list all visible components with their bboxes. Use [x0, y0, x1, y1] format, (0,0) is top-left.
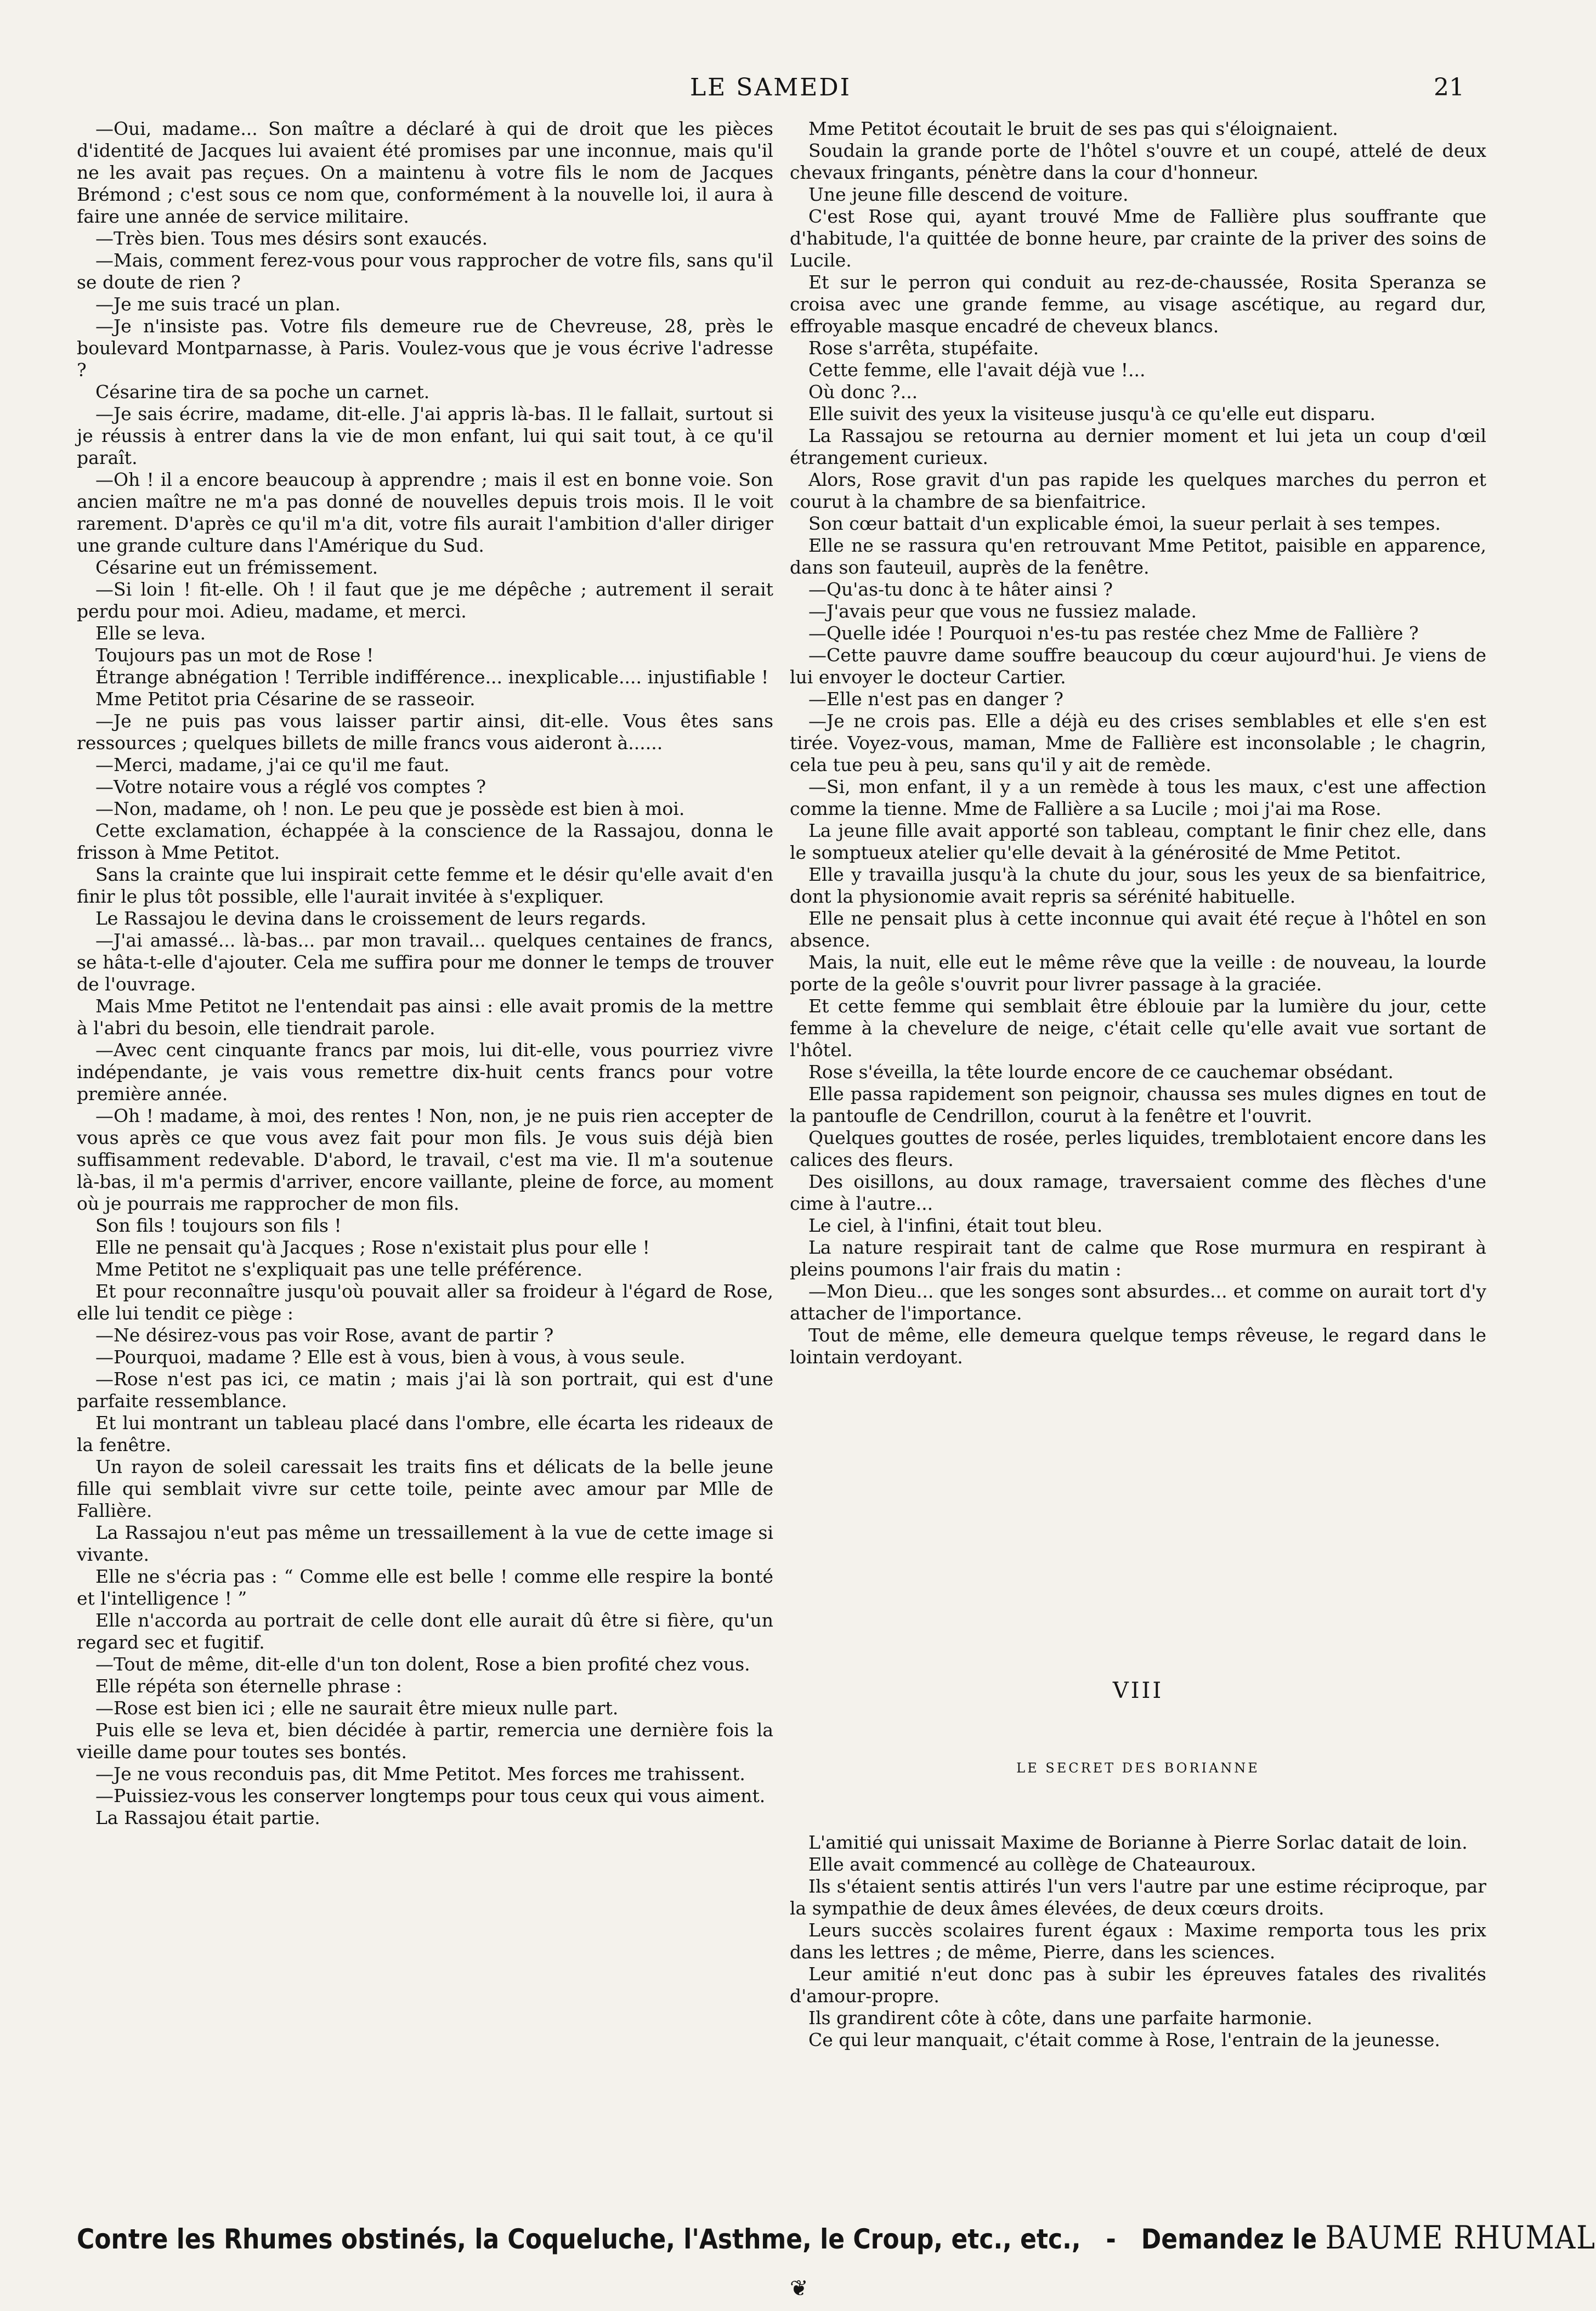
paragraph: La jeune fille avait apporté son tableau, comptant le finir chez elle, dans le somptueux atelier qu'elle devait à la générosité de Mme Petitot.: [790, 820, 1486, 863]
paragraph: —Rose est bien ici ; elle ne saurait être mieux nulle part.: [95, 1697, 619, 1719]
paragraph: —Elle n'est pas en danger ?: [808, 688, 1063, 710]
paragraph: —Je sais écrire, madame, dit-elle. J'ai appris là-bas. Il le fallait, surtout si je réussis à entrer dans la vie de mon enfant, lui qui sait tout, à ce qu'il paraît.: [77, 403, 773, 468]
paragraph: Le ciel, à l'infini, était tout bleu.: [808, 1215, 1103, 1236]
paragraph: Elle ne pensait qu'à Jacques ; Rose n'existait plus pour elle !: [95, 1237, 650, 1258]
printer-ornament-icon: ❦: [790, 2276, 808, 2301]
paragraph: Ils s'étaient sentis attirés l'un vers l'autre par une estime réciproque, par la sympathie de deux âmes élevées, de deux cœurs droits.: [790, 1876, 1486, 1919]
paragraph: Rose s'arrêta, stupéfaite.: [808, 337, 1039, 359]
paragraph: —Si, mon enfant, il y a un remède à tous les maux, c'est une affection comme la tienne. Mme de Fallière a sa Lucile ; moi j'ai ma Rose.: [790, 776, 1486, 819]
paragraph: Elle passa rapidement son peignoir, chaussa ses mules dignes en tout de la pantoufle de Cendrillon, courut à la fenêtre et l'ouvrit.: [790, 1083, 1486, 1126]
paragraph: Rose s'éveilla, la tête lourde encore de ce cauchemar obsédant.: [808, 1061, 1394, 1083]
paragraph: Elle répéta son éternelle phrase :: [95, 1675, 403, 1697]
paragraph: Césarine eut un frémissement.: [95, 557, 378, 578]
paragraph: —Oui, madame... Son maître a déclaré à qui de droit que les pièces d'identité de Jacques lui avaient été promises par une inconnue, mais qu'il ne les avait pas reçues. On a maintenu à votre fils le nom de Jacques Brémond ; c'est sous ce nom que, conformément à la nouvelle loi, il aura à faire une année de service militaire.: [77, 118, 773, 227]
paragraph: Une jeune fille descend de voiture.: [808, 184, 1129, 205]
paragraph: —J'avais peur que vous ne fussiez malade.: [808, 601, 1197, 622]
paragraph: Un rayon de soleil caressait les traits fins et délicats de la belle jeune fille qui semblait vivre sur cette toile, peinte avec amour par Mlle de Fallière.: [77, 1456, 773, 1521]
journal-title: LE SAMEDI: [689, 73, 852, 101]
paragraph: Soudain la grande porte de l'hôtel s'ouvre et un coupé, attelé de deux chevaux fringants, pénètre dans la cour d'honneur.: [790, 140, 1486, 183]
paragraph: Quelques gouttes de rosée, perles liquides, tremblotaient encore dans les calices des fleurs.: [790, 1127, 1486, 1170]
paragraph: —Non, madame, oh ! non. Le peu que je possède est bien à moi.: [95, 798, 685, 819]
paragraph: —Si loin ! fit-elle. Oh ! il faut que je me dépêche ; autrement il serait perdu pour moi. Adieu, madame, et merci.: [77, 579, 773, 622]
paragraph: Et cette femme qui semblait être éblouie par la lumière du jour, cette femme à la chevelure de neige, c'était celle qu'elle avait vue sortant de l'hôtel.: [790, 995, 1486, 1061]
paragraph: Mais Mme Petitot ne l'entendait pas ainsi : elle avait promis de la mettre à l'abri du besoin, elle tiendrait parole.: [77, 995, 773, 1039]
paragraph: Elle ne pensait plus à cette inconnue qui avait été reçue à l'hôtel en son absence.: [790, 908, 1486, 951]
paragraph: Et sur le perron qui conduit au rez-de-chaussée, Rosita Speranza se croisa avec une grande femme, au visage ascétique, au regard dur, effroyable masque encadré de cheveux blancs.: [790, 271, 1486, 337]
paragraph: Tout de même, elle demeura quelque temps rêveuse, le regard dans le lointain verdoyant.: [790, 1324, 1486, 1368]
paragraph: Sans la crainte que lui inspirait cette femme et le désir qu'elle avait d'en finir le plus tôt possible, elle l'aurait invitée à s'expliquer.: [77, 864, 773, 907]
paragraph: —Oh ! madame, à moi, des rentes ! Non, non, je ne puis rien accepter de vous après ce que vous avez fait pour mon fils. Je vous suis déjà bien suffisamment redevable. D'abord, le travail, c'est ma vie. Il m'a soutenue là-bas, il m'a permis d'arriver, encore vaillante, pleine de force, au moment où je pourrais me rapprocher de mon fils.: [77, 1105, 773, 1214]
paragraph: Ce qui leur manquait, c'était comme à Rose, l'entrain de la jeunesse.: [808, 2029, 1440, 2051]
paragraph: —Puissiez-vous les conserver longtemps pour tous ceux qui vous aiment.: [95, 1785, 766, 1806]
paragraph: Césarine tira de sa poche un carnet.: [95, 381, 430, 403]
paragraph: —Très bien. Tous mes désirs sont exaucés.: [95, 228, 488, 249]
paragraph: La Rassajou se retourna au dernier moment et lui jeta un coup d'œil étrangement curieux.: [790, 425, 1486, 468]
paragraph: —Rose n'est pas ici, ce matin ; mais j'ai là son portrait, qui est d'une parfaite ressemblance.: [77, 1368, 773, 1412]
paragraph: Ils grandirent côte à côte, dans une parfaite harmonie.: [808, 2007, 1312, 2029]
paragraph: Et pour reconnaître jusqu'où pouvait aller sa froideur à l'égard de Rose, elle lui tendit ce piège :: [77, 1281, 773, 1324]
paragraph: L'amitié qui unissait Maxime de Borianne à Pierre Sorlac datait de loin.: [808, 1832, 1468, 1853]
paragraph: —Votre notaire vous a réglé vos comptes ?: [95, 776, 486, 797]
paragraph: —Je me suis tracé un plan.: [95, 293, 341, 315]
paragraph: Mme Petitot pria Césarine de se rasseoir.: [95, 688, 476, 710]
chapter-number: VIII: [1112, 1678, 1164, 1703]
paragraph: Et lui montrant un tableau placé dans l'ombre, elle écarta les rideaux de la fenêtre.: [77, 1412, 773, 1455]
paragraph: Le Rassajou le devina dans le croissement de leurs regards.: [95, 908, 647, 929]
paragraph: Elle ne s'écria pas : “ Comme elle est belle ! comme elle respire la bonté et l'intelligence ! ”: [77, 1566, 773, 1609]
paragraph: Son fils ! toujours son fils !: [95, 1215, 342, 1236]
paragraph: —Qu'as-tu donc à te hâter ainsi ?: [808, 579, 1113, 600]
left-column: [77, 118, 773, 1829]
paragraph: —Mon Dieu... que les songes sont absurdes... et comme on aurait tort d'y attacher de l'importance.: [790, 1281, 1486, 1324]
paragraph: —Merci, madame, j'ai ce qu'il me faut.: [95, 754, 450, 775]
paragraph: Elle se leva.: [95, 622, 206, 644]
paragraph: Cette exclamation, échappée à la conscience de la Rassajou, donna le frisson à Mme Petitot.: [77, 820, 773, 863]
page-number: 21: [1434, 73, 1464, 101]
advertisement-banner: [77, 2216, 1596, 2259]
paragraph: —Tout de même, dit-elle d'un ton dolent, Rose a bien profité chez vous.: [95, 1653, 750, 1675]
paragraph: Son cœur battait d'un explicable émoi, la sueur perlait à ses tempes.: [808, 513, 1441, 534]
paragraph: C'est Rose qui, ayant trouvé Mme de Fallière plus souffrante que d'habitude, l'a quittée de bonne heure, par crainte de la priver des soins de Lucile.: [790, 206, 1486, 271]
right-column: [790, 118, 1486, 1599]
paragraph: —Quelle idée ! Pourquoi n'es-tu pas restée chez Mme de Fallière ?: [808, 622, 1419, 644]
paragraph: Elle avait commencé au collège de Chateauroux.: [808, 1854, 1257, 1875]
paragraph: —Pourquoi, madame ? Elle est à vous, bien à vous, à vous seule.: [95, 1346, 686, 1368]
paragraph: —Je ne crois pas. Elle a déjà eu des crises semblables et elle s'en est tirée. Voyez-vous, maman, Mme de Fallière est inconsolable ; le chagrin, cela tue peu à peu, sans qu'il y ait de remède.: [790, 710, 1486, 775]
paragraph: Leur amitié n'eut donc pas à subir les épreuves fatales des rivalités d'amour-propre.: [790, 1963, 1486, 2007]
ad-remedies-text: Contre les Rhumes obstinés, la Coqueluche, l'Asthme, le Croup, etc., etc.,: [77, 2223, 1081, 2255]
chapter-title: LE SECRET DES BORIANNE: [1016, 1760, 1260, 1776]
paragraph: Toujours pas un mot de Rose !: [95, 644, 374, 666]
paragraph: La nature respirait tant de calme que Rose murmura en respirant à pleins poumons l'air frais du matin :: [790, 1237, 1486, 1280]
paragraph: Cette femme, elle l'avait déjà vue !...: [808, 359, 1146, 381]
paragraph: —Ne désirez-vous pas voir Rose, avant de partir ?: [95, 1324, 554, 1346]
ad-dash: -: [1106, 2223, 1116, 2255]
paragraph: Elle ne se rassura qu'en retrouvant Mme Petitot, paisible en apparence, dans son fauteuil, auprès de la fenêtre.: [790, 535, 1486, 578]
paragraph: Où donc ?...: [808, 381, 918, 403]
paragraph: —Je ne puis pas vous laisser partir ainsi, dit-elle. Vous êtes sans ressources ; quelques billets de mille francs vous aideront à......: [77, 710, 773, 754]
page-header: [77, 70, 1464, 109]
paragraph: La Rassajou était partie.: [95, 1807, 320, 1828]
paragraph: Puis elle se leva et, bien décidée à partir, remercia une dernière fois la vieille dame pour toutes ses bontés.: [77, 1719, 773, 1763]
chapter-text: [790, 1832, 1486, 2183]
paragraph: Elle n'accorda au portrait de celle dont elle aurait dû être si fière, qu'un regard sec et fugitif.: [77, 1610, 773, 1653]
paragraph: Elle suivit des yeux la visiteuse jusqu'à ce qu'elle eut disparu.: [808, 403, 1376, 424]
paragraph: —Oh ! il a encore beaucoup à apprendre ; mais il est en bonne voie. Son ancien maître ne m'a pas donné de nouvelles depuis trois mois. Il le voit rarement. D'après ce qu'il m'a dit, votre fils aurait l'ambition d'aller diriger une grande culture dans l'Amérique du Sud.: [77, 469, 773, 556]
paragraph: —Cette pauvre dame souffre beaucoup du cœur aujourd'hui. Je viens de lui envoyer le docteur Cartier.: [790, 644, 1486, 688]
paragraph: La Rassajou n'eut pas même un tressaillement à la vue de cette image si vivante.: [77, 1522, 773, 1565]
paragraph: —J'ai amassé... là-bas... par mon travail... quelques centaines de francs, se hâta-t-elle d'ajouter. Cela me suffira pour me donner le temps de trouver de l'ouvrage.: [77, 930, 773, 995]
ad-brand-name: BAUME RHUMAL: [1325, 2219, 1596, 2256]
ad-call-text: Demandez le: [1141, 2223, 1317, 2255]
paragraph: —Je ne vous reconduis pas, dit Mme Petitot. Mes forces me trahissent.: [95, 1763, 745, 1785]
paragraph: Mme Petitot écoutait le bruit de ses pas qui s'éloignaient.: [808, 118, 1338, 139]
paragraph: Des oisillons, au doux ramage, traversaient comme des flèches d'une cime à l'autre...: [790, 1171, 1486, 1214]
paragraph: Mme Petitot ne s'expliquait pas une telle préférence.: [95, 1259, 582, 1280]
paragraph: Mais, la nuit, elle eut le même rêve que la veille : de nouveau, la lourde porte de la geôle s'ouvrit pour livrer passage à la graciée.: [790, 951, 1486, 995]
paragraph: —Avec cent cinquante francs par mois, lui dit-elle, vous pourriez vivre indépendante, je vais vous remettre dix-huit cents francs pour votre première année.: [77, 1039, 773, 1104]
paragraph: Étrange abnégation ! Terrible indifférence... inexplicable.... injustifiable !: [95, 666, 769, 688]
paragraph: Alors, Rose gravit d'un pas rapide les quelques marches du perron et courut à la chambre de sa bienfaitrice.: [790, 469, 1486, 512]
paragraph: —Mais, comment ferez-vous pour vous rapprocher de votre fils, sans qu'il se doute de rien ?: [77, 250, 773, 293]
paragraph: Leurs succès scolaires furent égaux : Maxime remporta tous les prix dans les lettres ; de même, Pierre, dans les sciences.: [790, 1919, 1486, 1963]
paragraph: —Je n'insiste pas. Votre fils demeure rue de Chevreuse, 28, près le boulevard Montparnasse, à Paris. Voulez-vous que je vous écrive l'adresse ?: [77, 315, 773, 381]
paragraph: Elle y travailla jusqu'à la chute du jour, sous les yeux de sa bienfaitrice, dont la physionomie avait repris sa sérénité habituelle.: [790, 864, 1486, 907]
